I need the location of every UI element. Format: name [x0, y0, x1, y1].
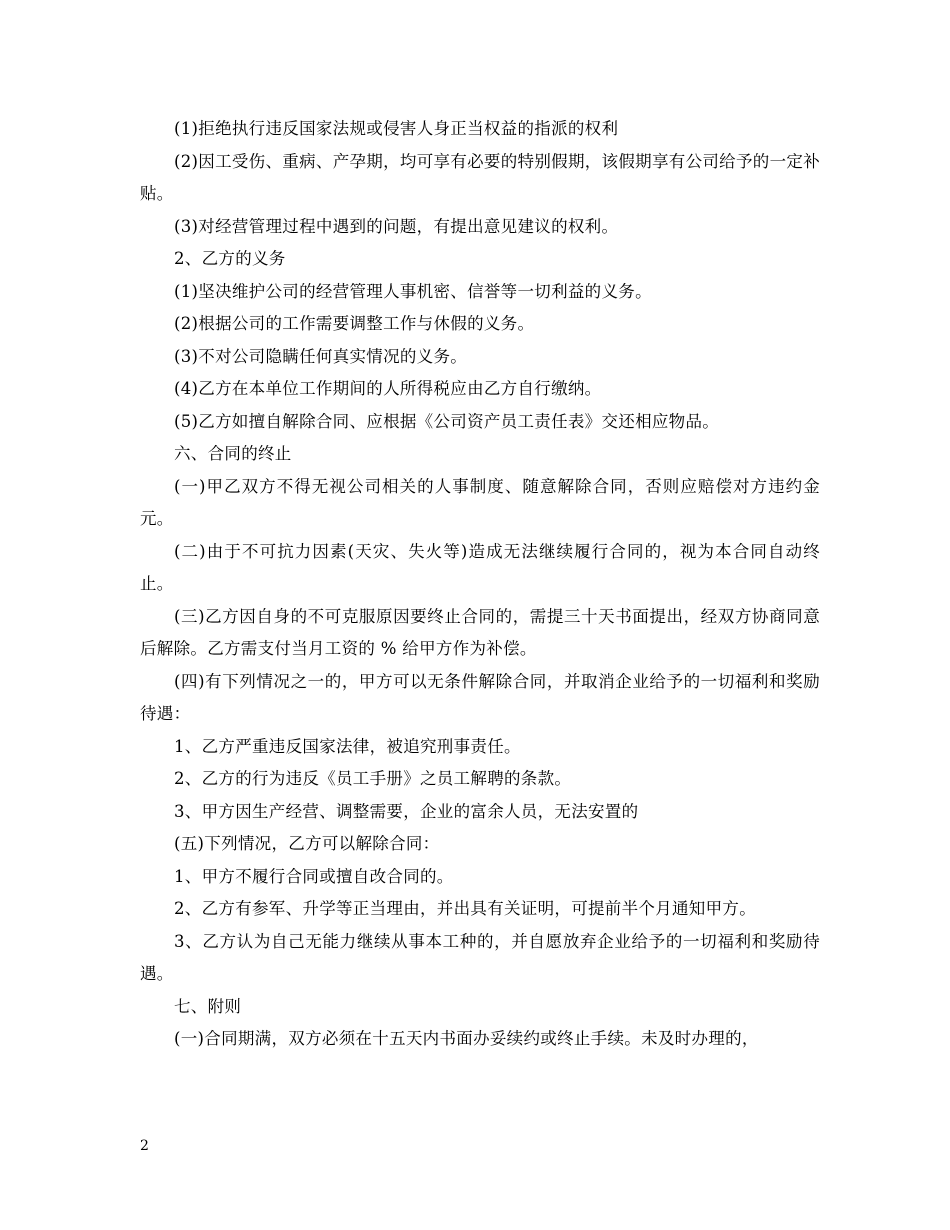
list-item-termination-5-1: 1、甲方不履行合同或擅自改合同的。	[174, 866, 454, 886]
list-item-termination-5-3: 3、乙方认为自己无能力继续从事本工种的，并自愿放弃企业给予的一切福利和奖励待遇。	[140, 931, 820, 983]
paragraph-termination-4: (四)有下列情况之一的，甲方可以无条件解除合同，并取消企业给予的一切福利和奖励待遇：	[140, 671, 820, 723]
list-item-termination-4-1: 1、乙方严重违反国家法律，被追究刑事责任。	[174, 736, 521, 756]
page-number: 2	[140, 1138, 149, 1154]
paragraph-termination-2: (二)由于不可抗力因素(天灾、失火等)造成无法继续履行合同的，视为本合同自动终止。	[140, 541, 820, 593]
list-item-termination-5-2: 2、乙方有参军、升学等正当理由，并出具有关证明，可提前半个月通知甲方。	[174, 899, 756, 918]
paragraph-duty-confidential: (1)坚决维护公司的经营管理人事机密、信誉等一切利益的义务。	[174, 281, 652, 301]
paragraph-appendix-1: (一)合同期满，双方必须在十五天内书面办妥续约或终止手续。未及时办理的，	[174, 1029, 759, 1048]
paragraph-termination-1: (一)甲乙双方不得无视公司相关的人事制度、随意解除合同，否则应赔偿对方违约金 元。	[140, 476, 820, 528]
paragraph-duty-return: (5)乙方如擅自解除合同、应根据《公司资产员工责任表》交还相应物品。	[174, 411, 720, 431]
section-heading-appendix: 七、附则	[174, 996, 242, 1016]
list-item-termination-4-2: 2、乙方的行为违反《员工手册》之员工解聘的条款。	[174, 769, 572, 788]
paragraph-termination-5: (五)下列情况，乙方可以解除合同：	[174, 834, 440, 853]
list-item-termination-4-3: 3、甲方因生产经营、调整需要，企业的富余人员，无法安置的	[174, 801, 639, 821]
section-heading-duties: 2、乙方的义务	[174, 249, 286, 268]
paragraph-duty-honest: (3)不对公司隐瞒任何真实情况的义务。	[174, 346, 468, 366]
document-body	[140, 113, 820, 1056]
section-heading-termination: 六、合同的终止	[174, 444, 292, 463]
paragraph-duty-tax: (4)乙方在本单位工作期间的人所得税应由乙方自行缴纳。	[174, 379, 602, 398]
paragraph-right-leave: (2)因工受伤、重病、产孕期，均可享有必要的特别假期，该假期享有公司给予的一定补贴。	[140, 151, 820, 203]
paragraph-right-refuse: (1)拒绝执行违反国家法规或侵害人身正当权益的指派的权利	[174, 119, 619, 138]
paragraph-right-suggest: (3)对经营管理过程中遇到的问题，有提出意见建议的权利。	[174, 216, 619, 236]
paragraph-termination-3: (三)乙方因自身的不可克服原因要终止合同的，需提三十天书面提出，经双方协商同意后解除。乙方需支付当月工资的 % 给甲方作为补偿。	[140, 606, 820, 658]
paragraph-duty-adjust: (2)根据公司的工作需要调整工作与休假的义务。	[174, 314, 535, 333]
